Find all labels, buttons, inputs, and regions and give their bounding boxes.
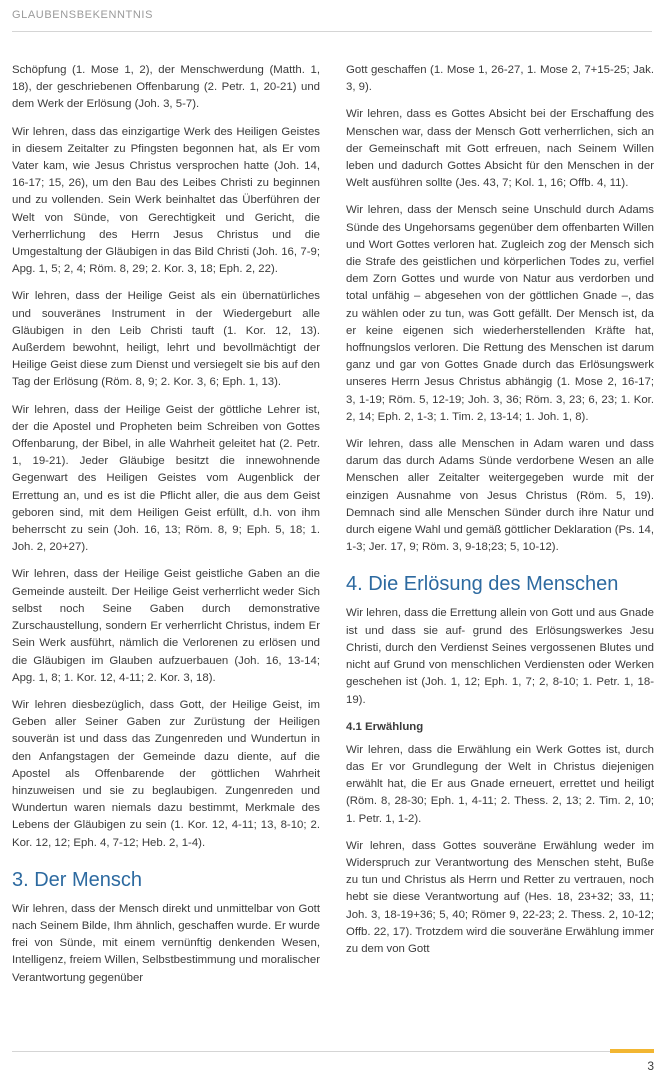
paragraph: Wir lehren, dass der Heilige Geist als ein übernatürliches und souveränes Instrument in der Wiedergeburt alle Gläubigen in den Leib Christi tauft (1. Kor. 12, 13). Außerdem bewohnt, heiligt, lehrt und bevollmächtigt der Heilige Geist diese zum Dienst und versiegelt sie bis auf den Tag der Erlösung (Röm. 8, 9; 2. Kor. 3, 6; Eph. 1, 13).	[12, 290, 320, 389]
header-divider	[12, 31, 652, 32]
paragraph: Wir lehren, dass Gottes souveräne Erwählung weder im Widerspruch zur Verantwortung des Menschen steht, Buße zu tun und Christus als Herrn und Retter zu vertrauen, noch hebt sie diese Verantwortung auf (Hes. 18, 23+32; 33, 11; Joh. 3, 18-19+36; 5, 40; Römer 9, 22-23; 2. Thess. 2, 10-12; Offb. 22, 17). Trotzdem wird die souveräne Erwählung immer zu dem von Gott	[346, 839, 654, 955]
paragraph: Wir lehren, dass die Errettung allein von Gott und aus Gnade ist und dass sie auf- grund des Erlösungswerkes Jesu Christi, durch den Verdienst Seines vergossenen Blutes und nicht auf Grund von menschlichen Verdiensten oder Werken geschehen ist (Joh. 1, 12; Eph. 1, 7; 2, 8-10; 1. Petr. 1, 18-19).	[346, 607, 654, 706]
page-number: 3	[647, 1059, 654, 1073]
paragraph: Wir lehren diesbezüglich, dass Gott, der Heilige Geist, im Geben aller Seiner Gaben zur Zurüstung der Heiligen souverän ist und dass das Zungenreden und Wundertun in den Anfangstagen der Gemeinde dazu diente, auf die Apostel als Offenbarende der göttlichen Wahrheit hinzuweisen und sie zu beglaubigen. Zungenreden und Wundertun waren niemals dazu bestimmt, Merkmale des Lebens der Gläubigen zu sein (1. Kor. 12, 4-11; 13, 8-10; 2. Kor. 12, 12; Eph. 4, 7-12; Heb. 2, 1-4).	[12, 698, 320, 849]
section-heading: 3. Der Mensch	[12, 868, 143, 891]
paragraph: Wir lehren, dass der Mensch direkt und unmittelbar von Gott nach Seinem Bilde, Ihm ähnlich, geschaffen wurde. Er wurde frei von Sünde, mit einem vernünftig denkenden Wesen, Intelligenz, freiem Willen, Selbstbestimmung und moralischer Verantwortung gegenüber	[12, 902, 320, 984]
right-column	[346, 62, 654, 968]
paragraph: Wir lehren, dass der Heilige Geist der göttliche Lehrer ist, der die Apostel und Propheten beim Schreiben von Gottes Offenbarung, der Bibel, in alle Wahrheit geleitet hat (2. Petr. 1, 19-21). Jeder Gläubige besitzt die innewohnende Gegenwart des Heiligen Geistes vom Augenblick der Errettung an, und es ist die Pflicht aller, die aus dem Geist geboren sind, mit dem Heiligen Geist erfüllt, d.h. von ihm beherrscht zu sein (Joh. 16, 13; Röm. 8, 9; Eph. 5, 18; 1. Joh. 2, 20+27).	[12, 403, 320, 554]
subsection-heading: 4.1 Erwählung	[346, 720, 424, 733]
paragraph: Wir lehren, dass die Erwählung ein Werk Gottes ist, durch das Er vor Grundlegung der Welt in Christus diejenigen erwählt hat, die Er aus Gnade erneuert, errettet und heiligt (Röm. 8, 28-30; Eph. 1, 4-11; 2. Thess. 2, 13; 2. Tim. 2, 10; 1. Petr. 1, 1-2).	[346, 743, 654, 825]
paragraph: Wir lehren, dass alle Menschen in Adam waren und dass darum das durch Adams Sünde verdorbene Wesen an alle Menschen aller Zeitalter weitergegeben wurde mit der einzigen Ausnahme von Jesus Christus (Röm. 5, 19). Demnach sind alle Menschen Sünder durch ihre Natur und durch eigene Wahl und gemäß göttlicher Deklaration (Ps. 14, 1-3; Jer. 17, 9; Röm. 3, 9-18;23; 5, 10-12).	[346, 438, 654, 554]
footer-accent-bar	[610, 1049, 654, 1053]
section-heading: 4. Die Erlösung des Menschen	[346, 573, 619, 596]
paragraph: Gott geschaffen (1. Mose 1, 26-27, 1. Mose 2, 7+15-25; Jak. 3, 9).	[346, 64, 654, 94]
paragraph: Wir lehren, dass das einzigartige Werk des Heiligen Geistes in diesem Zeitalter zu Pfingsten begonnen hat, als Er vom Vater kam, wie Jesus Christus versprochen hatte (Joh. 14, 16-17; 15, 26), um den Bau des Leibes Christi zu beginnen und zu vollenden. Sein Werk beinhaltet das Überführen der Welt von Sünde, von Gerechtigkeit und Gericht, die Verherrlichung des Herrn Jesus Christus und die Umgestaltung der Gläubigen in das Bild Christi (Joh. 16, 7-9; Apg. 1, 5; 2, 4; Röm. 8, 29; 2. Kor. 3, 18; Eph. 2, 22).	[12, 125, 320, 276]
left-column	[12, 62, 320, 997]
paragraph: Wir lehren, dass es Gottes Absicht bei der Erschaffung des Menschen war, dass der Mensch Gott verherrlichen, sich an der Gemeinschaft mit Gott erfreuen, nach Seinem Willen leben und dadurch Gottes Absicht für den Menschen in der Welt ausführen sollte (Jes. 43, 7; Kol. 1, 16; Offb. 4, 11).	[346, 108, 654, 190]
running-header: GLAUBENSBEKENNTNIS	[12, 9, 154, 21]
footer-divider	[12, 1051, 652, 1052]
paragraph: Schöpfung (1. Mose 1, 2), der Menschwerdung (Matth. 1, 18), der geschriebenen Offenbarung (2. Petr. 1, 20-21) und dem Werk der Erlösung (Joh. 3, 5-7).	[12, 64, 320, 111]
paragraph: Wir lehren, dass der Heilige Geist geistliche Gaben an die Gemeinde austeilt. Der Heilige Geist verherrlicht weder Sich selbst noch Seine Gaben durch demonstrative Zurschaustellung, sondern Er verherrlicht Christus, indem Er Sein Werk ausführt, nämlich die Verlorenen zu erlösen und die Gläubigen im Glauben aufzuerbauen (Joh. 16, 13-14; Apg. 1, 8; 1. Kor. 12, 4-11; 2. Kor. 3, 18).	[12, 568, 320, 684]
paragraph: Wir lehren, dass der Mensch seine Unschuld durch Adams Sünde des Ungehorsams gegenüber dem offenbarten Willen und Wort Gottes verloren hat. Zugleich zog der Mensch sich die Strafe des geistlichen und körperlichen Todes zu, verfiel dem Zorn Gottes und wurde von Natur aus verdorben und total unfähig – abgesehen von der göttlichen Gnade –, das zu wählen oder zu tun, was Gott gefällt. Der Mensch ist, da er keine eigenen sich wiederherstellenden Kräfte hat, hoffnungslos verloren. Die Rettung des Menschen ist darum ganz und gar von Gottes Gnade durch das Erlösungswerk unseres Herrn Jesus Christus abhängig (1. Mose 2, 16-17; 3, 1-19; Röm. 5, 12-19; Joh. 3, 36; Röm. 3, 23; 6, 23; 1. Kor. 2, 14; Eph. 2, 1-3; 1. Tim. 2, 13-14; 1. Joh. 1, 8).	[346, 204, 654, 423]
